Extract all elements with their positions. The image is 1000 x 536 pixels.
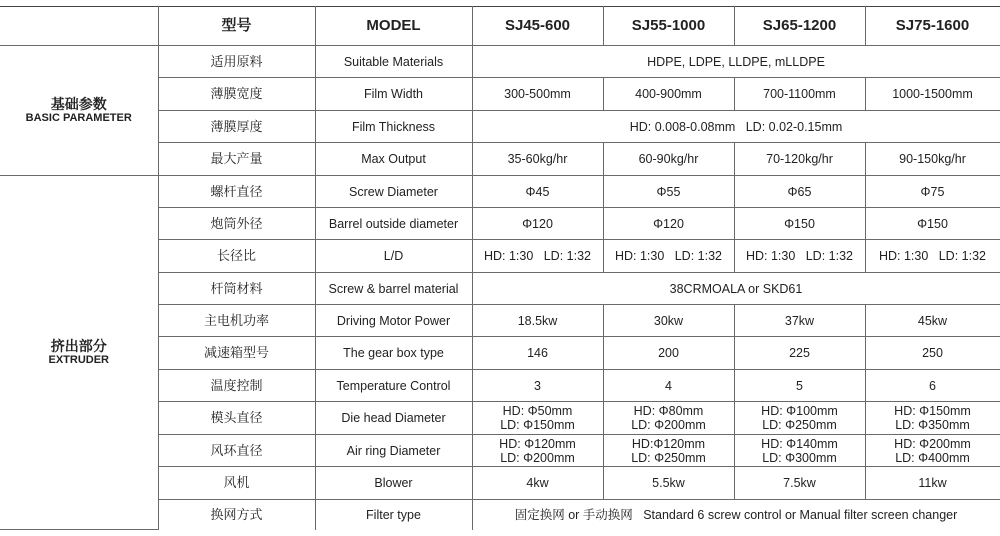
value-cell [734, 435, 865, 467]
value-span: HDPE, LDPE, LLDPE, mLLDPE [472, 46, 1000, 78]
label-en: Barrel outside diameter [315, 208, 472, 240]
value-cell: 6 [865, 370, 1000, 402]
ld-value: LD: Φ250mm [762, 418, 837, 432]
value-cell: Φ65 [734, 176, 865, 208]
value-cell: 35-60kg/hr [472, 143, 603, 176]
value-cell: 7.5kw [734, 467, 865, 500]
label-en: Film Thickness [315, 111, 472, 143]
section-extruder [0, 176, 158, 530]
value-cell: 146 [472, 337, 603, 370]
value-cell [734, 402, 865, 435]
value-cell: 5 [734, 370, 865, 402]
ld-value: LD: Φ200mm [500, 450, 575, 465]
value-cell [603, 435, 734, 467]
value-cell: 200 [603, 337, 734, 370]
hd-value: HD:Φ120mm [631, 436, 706, 451]
row-materials [0, 46, 1000, 78]
label-cn: 薄膜宽度 [158, 78, 315, 111]
label-cn: 杆筒材料 [158, 273, 315, 305]
value-cell: 3 [472, 370, 603, 402]
label-en: Filter type [315, 500, 472, 530]
label-cn: 模头直径 [158, 402, 315, 435]
value-cell: 37kw [734, 305, 865, 337]
value-cell: 70-120kg/hr [734, 143, 865, 176]
label-cn: 螺杆直径 [158, 176, 315, 208]
label-cn: 适用原料 [158, 46, 315, 78]
label-en: The gear box type [315, 337, 472, 370]
value-cell: 4kw [472, 467, 603, 500]
value-cell: 90-150kg/hr [865, 143, 1000, 176]
value-cell: Φ55 [603, 176, 734, 208]
value-cell: HD: 1:30 LD: 1:32 [865, 240, 1000, 273]
value-cell: Φ120 [472, 208, 603, 240]
ld-value: LD: Φ150mm [500, 418, 575, 432]
value-cell: 300-500mm [472, 78, 603, 111]
label-en: Die head Diameter [315, 402, 472, 435]
value-span: 38CRMOALA or SKD61 [472, 273, 1000, 305]
value-span: HD: 0.008-0.08mm LD: 0.02-0.15mm [472, 111, 1000, 143]
value-cell: 5.5kw [603, 467, 734, 500]
value-cell: HD: 1:30 LD: 1:32 [734, 240, 865, 273]
hd-value: HD: Φ200mm [894, 436, 971, 451]
header-model-2: SJ55-1000 [603, 7, 734, 46]
value-cell: 45kw [865, 305, 1000, 337]
section-extruder-cn: 挤出部分 [50, 338, 107, 354]
ld-value: LD: Φ300mm [762, 450, 837, 465]
value-cell [603, 402, 734, 435]
label-en: L/D [315, 240, 472, 273]
value-cell: Φ75 [865, 176, 1000, 208]
value-cell: 4 [603, 370, 734, 402]
ld-value: LD: Φ400mm [895, 450, 970, 465]
ld-value: LD: Φ250mm [631, 450, 706, 465]
label-en: Suitable Materials [315, 46, 472, 78]
value-cell: 60-90kg/hr [603, 143, 734, 176]
label-en: Screw & barrel material [315, 273, 472, 305]
value-cell: HD: 1:30 LD: 1:32 [603, 240, 734, 273]
value-span: 固定换网 or 手动换网 Standard 6 screw control or Manual filter screen changer [472, 500, 1000, 530]
hd-value: HD: Φ100mm [761, 404, 838, 418]
label-en: Film Width [315, 78, 472, 111]
value-cell: 30kw [603, 305, 734, 337]
hd-value: HD: Φ80mm [633, 404, 704, 418]
label-cn: 换网方式 [158, 500, 315, 530]
value-cell: Φ150 [734, 208, 865, 240]
header-model: MODEL [315, 7, 472, 46]
value-cell: 11kw [865, 467, 1000, 500]
value-cell: 225 [734, 337, 865, 370]
value-cell: Φ150 [865, 208, 1000, 240]
value-cell: Φ120 [603, 208, 734, 240]
label-en: Air ring Diameter [315, 435, 472, 467]
row-screw-diameter [0, 176, 1000, 208]
value-cell: 18.5kw [472, 305, 603, 337]
value-cell: HD: 1:30 LD: 1:32 [472, 240, 603, 273]
header-type-cn: 型号 [158, 7, 315, 46]
label-cn: 风机 [158, 467, 315, 500]
ld-value: LD: Φ350mm [895, 418, 970, 432]
value-cell: 700-1100mm [734, 78, 865, 111]
value-cell [865, 435, 1000, 467]
header-row [0, 7, 1000, 46]
value-cell: 1000-1500mm [865, 78, 1000, 111]
label-cn: 最大产量 [158, 143, 315, 176]
section-basic-cn: 基础参数 [50, 96, 107, 112]
label-cn: 长径比 [158, 240, 315, 273]
value-cell [472, 435, 603, 467]
label-en: Temperature Control [315, 370, 472, 402]
value-cell [865, 402, 1000, 435]
label-cn: 炮筒外径 [158, 208, 315, 240]
hd-value: HD: Φ140mm [761, 436, 838, 451]
header-blank [0, 7, 158, 46]
section-basic [0, 46, 158, 176]
label-cn: 主电机功率 [158, 305, 315, 337]
spec-table [0, 6, 1000, 530]
ld-value: LD: Φ200mm [631, 418, 706, 432]
label-en: Screw Diameter [315, 176, 472, 208]
label-cn: 温度控制 [158, 370, 315, 402]
label-en: Max Output [315, 143, 472, 176]
header-model-1: SJ45-600 [472, 7, 603, 46]
hd-value: HD: Φ50mm [502, 404, 573, 418]
label-cn: 减速箱型号 [158, 337, 315, 370]
hd-value: HD: Φ120mm [499, 436, 576, 451]
section-basic-en: BASIC PARAMETER [25, 112, 132, 124]
hd-value: HD: Φ150mm [894, 404, 971, 418]
value-cell [472, 402, 603, 435]
section-extruder-en: EXTRUDER [48, 354, 109, 366]
value-cell: 250 [865, 337, 1000, 370]
value-cell: Φ45 [472, 176, 603, 208]
label-cn: 薄膜厚度 [158, 111, 315, 143]
label-cn: 风环直径 [158, 435, 315, 467]
header-model-4: SJ75-1600 [865, 7, 1000, 46]
header-model-3: SJ65-1200 [734, 7, 865, 46]
label-en: Blower [315, 467, 472, 500]
label-en: Driving Motor Power [315, 305, 472, 337]
value-cell: 400-900mm [603, 78, 734, 111]
